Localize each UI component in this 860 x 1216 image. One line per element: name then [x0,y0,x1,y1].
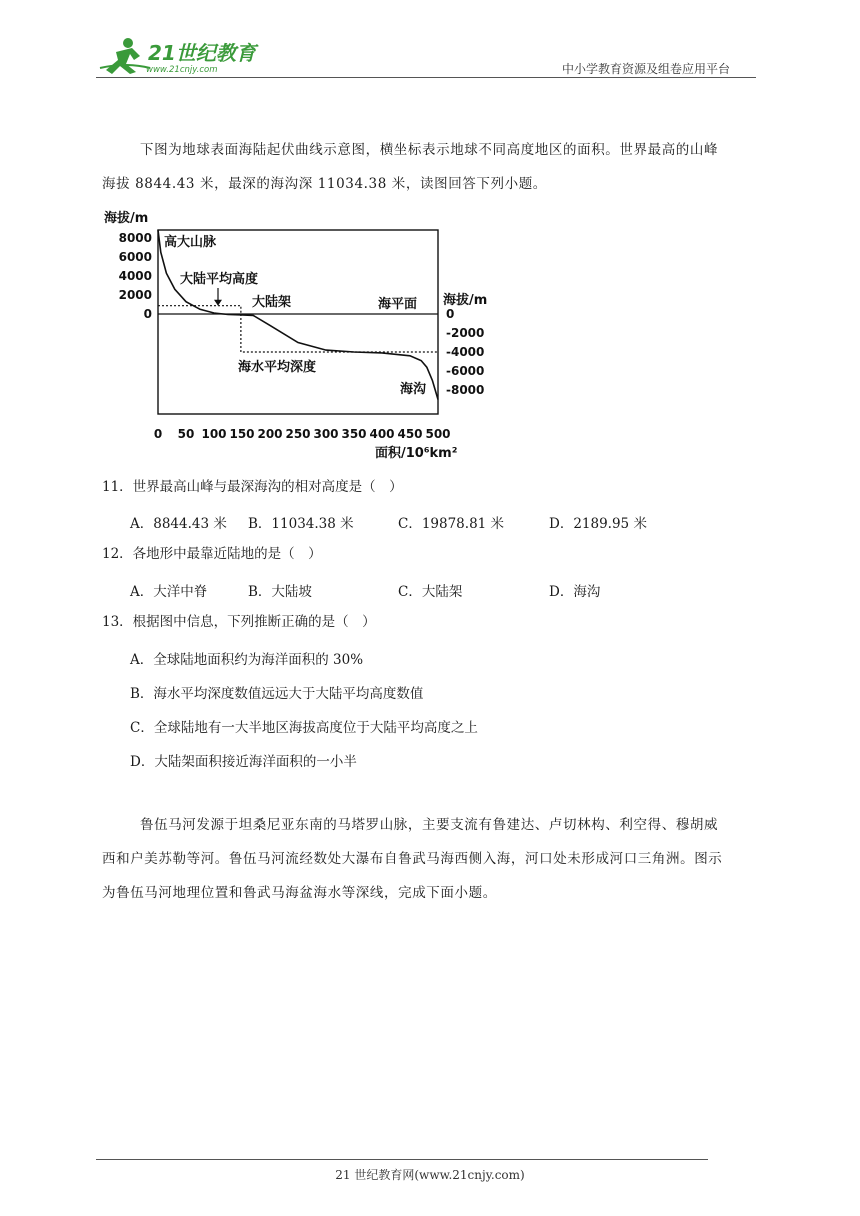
annotation-shelf: 大陆架 [252,295,292,310]
x-tick-label: 100 [201,427,227,441]
land-avg-arrowhead [214,300,222,306]
y-right-axis-label: 海拔/m [443,293,488,308]
question-12-option-a: A．大洋中脊 [130,584,208,600]
x-tick-label: 50 [177,427,195,441]
intro-paragraph [102,133,762,201]
question-13-stem: 13．根据图中信息，下列推断正确的是（ ） [102,614,376,630]
x-tick-label: 250 [285,427,311,441]
x-axis-label: 面积/10⁶km² [375,446,458,461]
question-11-option-c: C．19878.81 米 [398,516,505,532]
plot-frame [158,230,438,414]
y-left-tick-label: 2000 [118,288,152,302]
question-11-stem: 11．世界最高山峰与最深海沟的相对高度是（ ） [102,479,403,495]
question-12-option-b: B．大陆坡 [248,584,312,600]
site-logo [96,34,256,78]
passage-2-line-2: 西和户美苏勒等河。鲁伍马河流经数处大瀑布自鲁武马海西侧入海，河口处未形成河口三角洲。图示 [102,851,723,867]
y-left-tick-label: 0 [143,307,152,321]
footer-divider [96,1159,708,1160]
platform-name: 中小学教育资源及组卷应用平台 [562,62,731,76]
intro-line-1: 下图为地球表面海陆起伏曲线示意图，横坐标表示地球不同高度地区的面积。世界最高的山峰 [140,142,719,158]
question-11-option-a: A．8844.43 米 [130,516,227,532]
logo-text: 21世纪教育 [148,41,256,65]
y-left-tick-label: 6000 [118,250,152,264]
question-13-option-a: A．全球陆地面积约为海洋面积的 30% [130,652,364,668]
passage-2-line-3: 为鲁伍马河地理位置和鲁武马海盆海水等深线，完成下面小题。 [102,885,497,901]
x-tick-label: 500 [425,427,451,441]
x-tick-label: 300 [313,427,339,441]
y-right-tick-label: -8000 [446,383,485,397]
question-12-stem: 12．各地形中最靠近陆地的是（ ） [102,546,322,562]
annotation-sea-level: 海平面 [378,297,418,312]
x-tick-label: 150 [229,427,255,441]
passage-2-line-1: 鲁伍马河发源于坦桑尼亚东南的马塔罗山脉，主要支流有鲁建达、卢切林构、利空得、穆胡威 [140,817,719,833]
logo-sub: www.21cnjy.com [146,65,218,75]
y-right-tick-label: -2000 [446,326,485,340]
x-tick-label: 0 [153,427,163,441]
annotation-land-avg: 大陆平均高度 [180,272,259,287]
x-tick-label: 200 [257,427,283,441]
passage-2 [102,808,762,910]
annotation-trench: 海沟 [400,382,427,397]
ocean-avg-line [241,314,438,352]
question-13-option-d: D．大陆架面积接近海洋面积的一小半 [130,754,357,770]
land-sea-elevation-chart [100,202,488,467]
x-tick-label: 450 [397,427,423,441]
question-12-option-d: D．海沟 [549,584,601,600]
question-13-option-b: B．海水平均深度数值远远大于大陆平均高度数值 [130,686,424,702]
x-tick-label: 400 [369,427,395,441]
annotation-ocean-avg: 海水平均深度 [238,360,317,375]
x-tick-label: 350 [341,427,367,441]
y-left-tick-label: 4000 [118,269,152,283]
y-right-tick-label: -6000 [446,364,485,378]
intro-line-2: 海拔 8844.43 米，最深的海沟深 11034.38 米，读图回答下列小题。 [102,176,547,192]
y-right-tick-label: -4000 [446,345,485,359]
y-right-tick-label: 0 [446,307,455,321]
footer-source: 21 世纪教育网(www.21cnjy.com) [335,1168,525,1182]
question-11-option-b: B．11034.38 米 [248,516,354,532]
runner-icon [100,38,150,74]
header-divider [96,77,756,78]
question-12-option-c: C．大陆架 [398,584,463,600]
question-13-option-c: C．全球陆地有一大半地区海拔高度位于大陆平均高度之上 [130,720,478,736]
question-11-option-d: D．2189.95 米 [549,516,647,532]
y-left-tick-label: 8000 [118,231,152,245]
y-left-axis-label: 海拔/m [104,211,149,226]
annotation-high-mountain: 高大山脉 [164,235,217,250]
